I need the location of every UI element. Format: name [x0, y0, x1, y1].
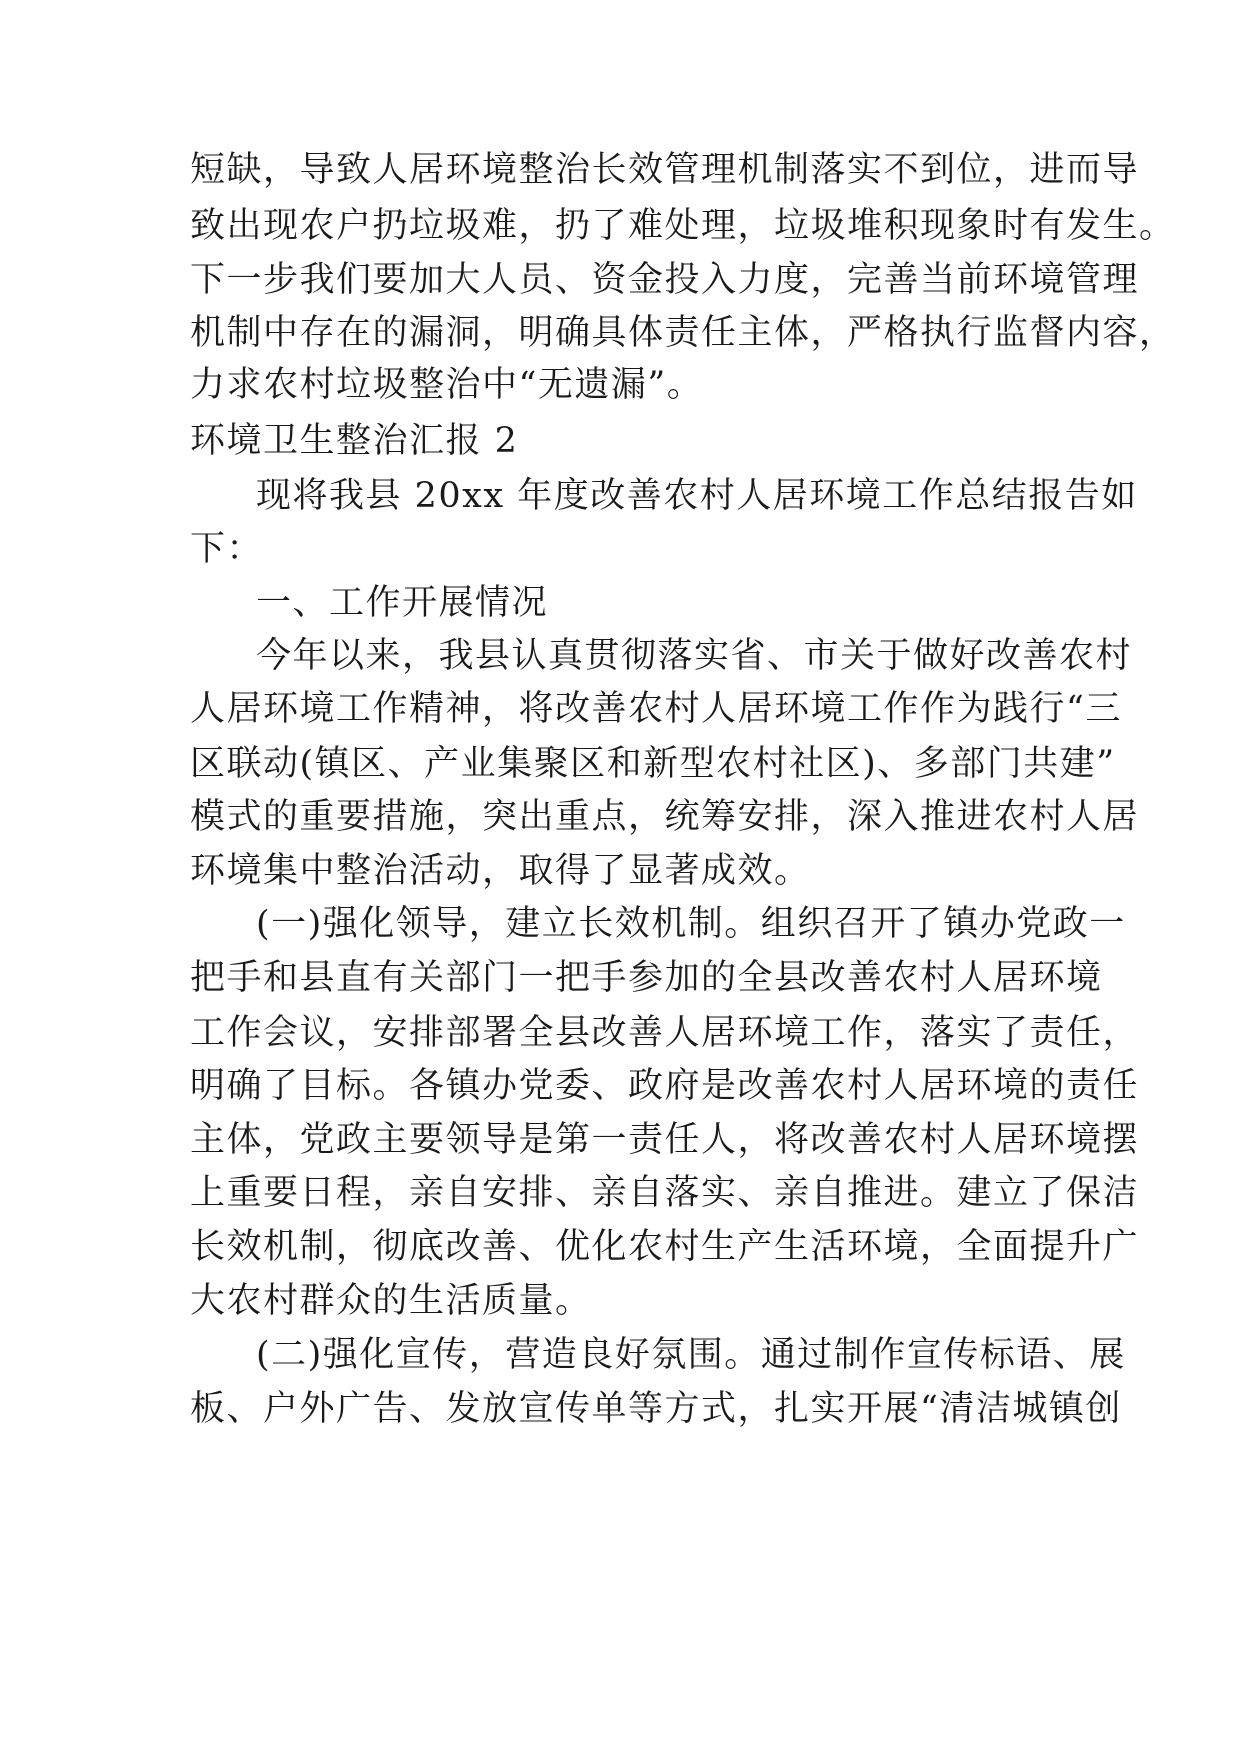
text-line: 模式的重要措施，突出重点，统筹安排，深入推进农村人居 — [190, 797, 1140, 837]
text-line: 今年以来，我县认真贯彻落实省、市关于做好改善农村 — [256, 636, 1133, 676]
text-line: (二)强化宣传，营造良好氛围。通过制作宣传标语、展 — [256, 1335, 1126, 1375]
text-line: 把手和县直有关部门一把手参加的全县改善农村人居环境 — [190, 958, 1103, 998]
text-line: 机制中存在的漏洞，明确具体责任主体，严格执行监督内容， — [190, 313, 1176, 353]
text-line: 致出现农户扔垃圾难，扔了难处理，垃圾堆积现象时有发生。 — [190, 206, 1176, 246]
text-line: 短缺，导致人居环境整治长效管理机制落实不到位，进而导 — [190, 150, 1140, 190]
text-line: 上重要日程，亲自安排、亲自落实、亲自推进。建立了保洁 — [190, 1173, 1140, 1213]
text-line: 大农村群众的生活质量。 — [190, 1281, 592, 1321]
text-line: 长效机制，彻底改善、优化农村生产生活环境，全面提升广 — [190, 1227, 1140, 1267]
subsection-heading: 一、工作开展情况 — [256, 583, 549, 623]
text-line: 工作会议，安排部署全县改善人居环境工作，落实了责任， — [190, 1013, 1140, 1053]
text-line: 明确了目标。各镇办党委、政府是改善农村人居环境的责任 — [190, 1066, 1140, 1106]
text-line: 人居环境工作精神，将改善农村人居环境工作作为践行“三 — [190, 689, 1122, 729]
text-line: 区联动(镇区、产业集聚区和新型农村社区)、多部门共建” — [190, 744, 1116, 784]
text-line: 下： — [190, 529, 264, 569]
text-line: 下一步我们要加大人员、资金投入力度，完善当前环境管理 — [190, 260, 1140, 300]
text-line: 环境集中整治活动，取得了显著成效。 — [190, 851, 811, 891]
text-line: 现将我县 20xx 年度改善农村人居环境工作总结报告如 — [256, 476, 1138, 516]
text-line: 板、户外广告、发放宣传单等方式，扎实开展“清洁城镇创 — [190, 1389, 1122, 1429]
text-line: 主体，党政主要领导是第一责任人，将改善农村人居环境摆 — [190, 1120, 1140, 1160]
section-heading: 环境卫生整治汇报 2 — [190, 421, 519, 461]
text-line: 力求农村垃圾整治中“无遗漏”。 — [190, 365, 704, 405]
text-line: (一)强化领导，建立长效机制。组织召开了镇办党政一 — [256, 904, 1126, 944]
